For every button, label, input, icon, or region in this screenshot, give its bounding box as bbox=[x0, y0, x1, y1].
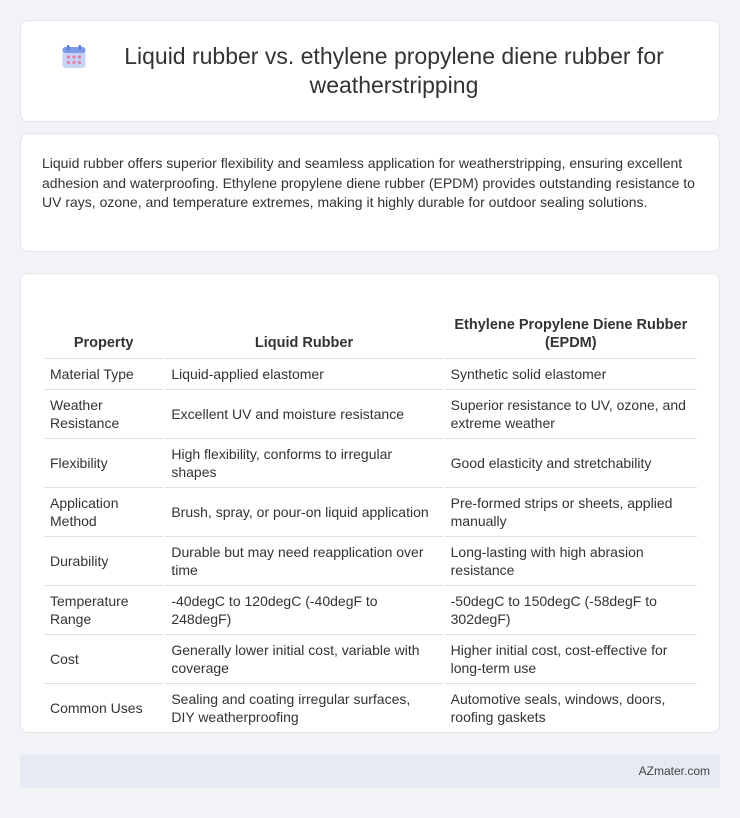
table-row bbox=[44, 684, 697, 733]
row-property: Common Uses bbox=[44, 684, 163, 733]
row-property: Flexibility bbox=[44, 439, 163, 488]
row-liquid-rubber: Brush, spray, or pour-on liquid application bbox=[165, 488, 442, 537]
table-row bbox=[44, 537, 697, 586]
row-liquid-rubber: Sealing and coating irregular surfaces, DIY weatherproofing bbox=[165, 684, 442, 733]
title-row bbox=[21, 21, 719, 121]
header-liquid-rubber: Liquid Rubber bbox=[165, 296, 442, 359]
row-epdm: Pre-formed strips or sheets, applied manually bbox=[445, 488, 697, 537]
title-card bbox=[20, 20, 720, 122]
table-row bbox=[44, 635, 697, 684]
table-row bbox=[44, 359, 697, 390]
calendar-grid-icon bbox=[61, 44, 87, 70]
comparison-table-card bbox=[20, 273, 720, 733]
table-header-row bbox=[44, 296, 697, 359]
row-property: Weather Resistance bbox=[44, 390, 163, 439]
row-liquid-rubber: High flexibility, conforms to irregular shapes bbox=[165, 439, 442, 488]
row-epdm: -50degC to 150degC (-58degF to 302degF) bbox=[445, 586, 697, 635]
row-epdm: Synthetic solid elastomer bbox=[445, 359, 697, 390]
table-row bbox=[44, 390, 697, 439]
intro-paragraph: Liquid rubber offers superior flexibility and seamless application for weatherstripping, ensuring excellent adhesion and waterproofing. Ethylene propylene diene rubber (EPDM) provides outstanding resistance to UV rays, ozone, and temperature extremes, making it highly durable for outdoor sealing solutions. bbox=[42, 155, 695, 211]
footer-bar bbox=[20, 754, 720, 788]
header-property: Property bbox=[44, 296, 163, 359]
table-row bbox=[44, 586, 697, 635]
row-epdm: Superior resistance to UV, ozone, and extreme weather bbox=[445, 390, 697, 439]
row-epdm: Long-lasting with high abrasion resistance bbox=[445, 537, 697, 586]
header-epdm: Ethylene Propylene Diene Rubber (EPDM) bbox=[445, 296, 697, 359]
table-row bbox=[44, 439, 697, 488]
row-property: Durability bbox=[44, 537, 163, 586]
row-property: Temperature Range bbox=[44, 586, 163, 635]
row-liquid-rubber: Generally lower initial cost, variable with coverage bbox=[165, 635, 442, 684]
row-property: Cost bbox=[44, 635, 163, 684]
row-property: Material Type bbox=[44, 359, 163, 390]
footer-site-link[interactable]: AZmater.com bbox=[638, 764, 710, 778]
row-epdm: Automotive seals, windows, doors, roofing gaskets bbox=[445, 684, 697, 733]
row-epdm: Higher initial cost, cost-effective for long-term use bbox=[445, 635, 697, 684]
row-liquid-rubber: Durable but may need reapplication over time bbox=[165, 537, 442, 586]
row-liquid-rubber: Liquid-applied elastomer bbox=[165, 359, 442, 390]
row-property: Application Method bbox=[44, 488, 163, 537]
row-liquid-rubber: Excellent UV and moisture resistance bbox=[165, 390, 442, 439]
row-epdm: Good elasticity and stretchability bbox=[445, 439, 697, 488]
page-title: Liquid rubber vs. ethylene propylene diene rubber for weatherstripping bbox=[124, 43, 664, 98]
table-row bbox=[44, 488, 697, 537]
row-liquid-rubber: -40degC to 120degC (-40degF to 248degF) bbox=[165, 586, 442, 635]
intro-card bbox=[20, 133, 720, 252]
comparison-table bbox=[42, 296, 699, 733]
